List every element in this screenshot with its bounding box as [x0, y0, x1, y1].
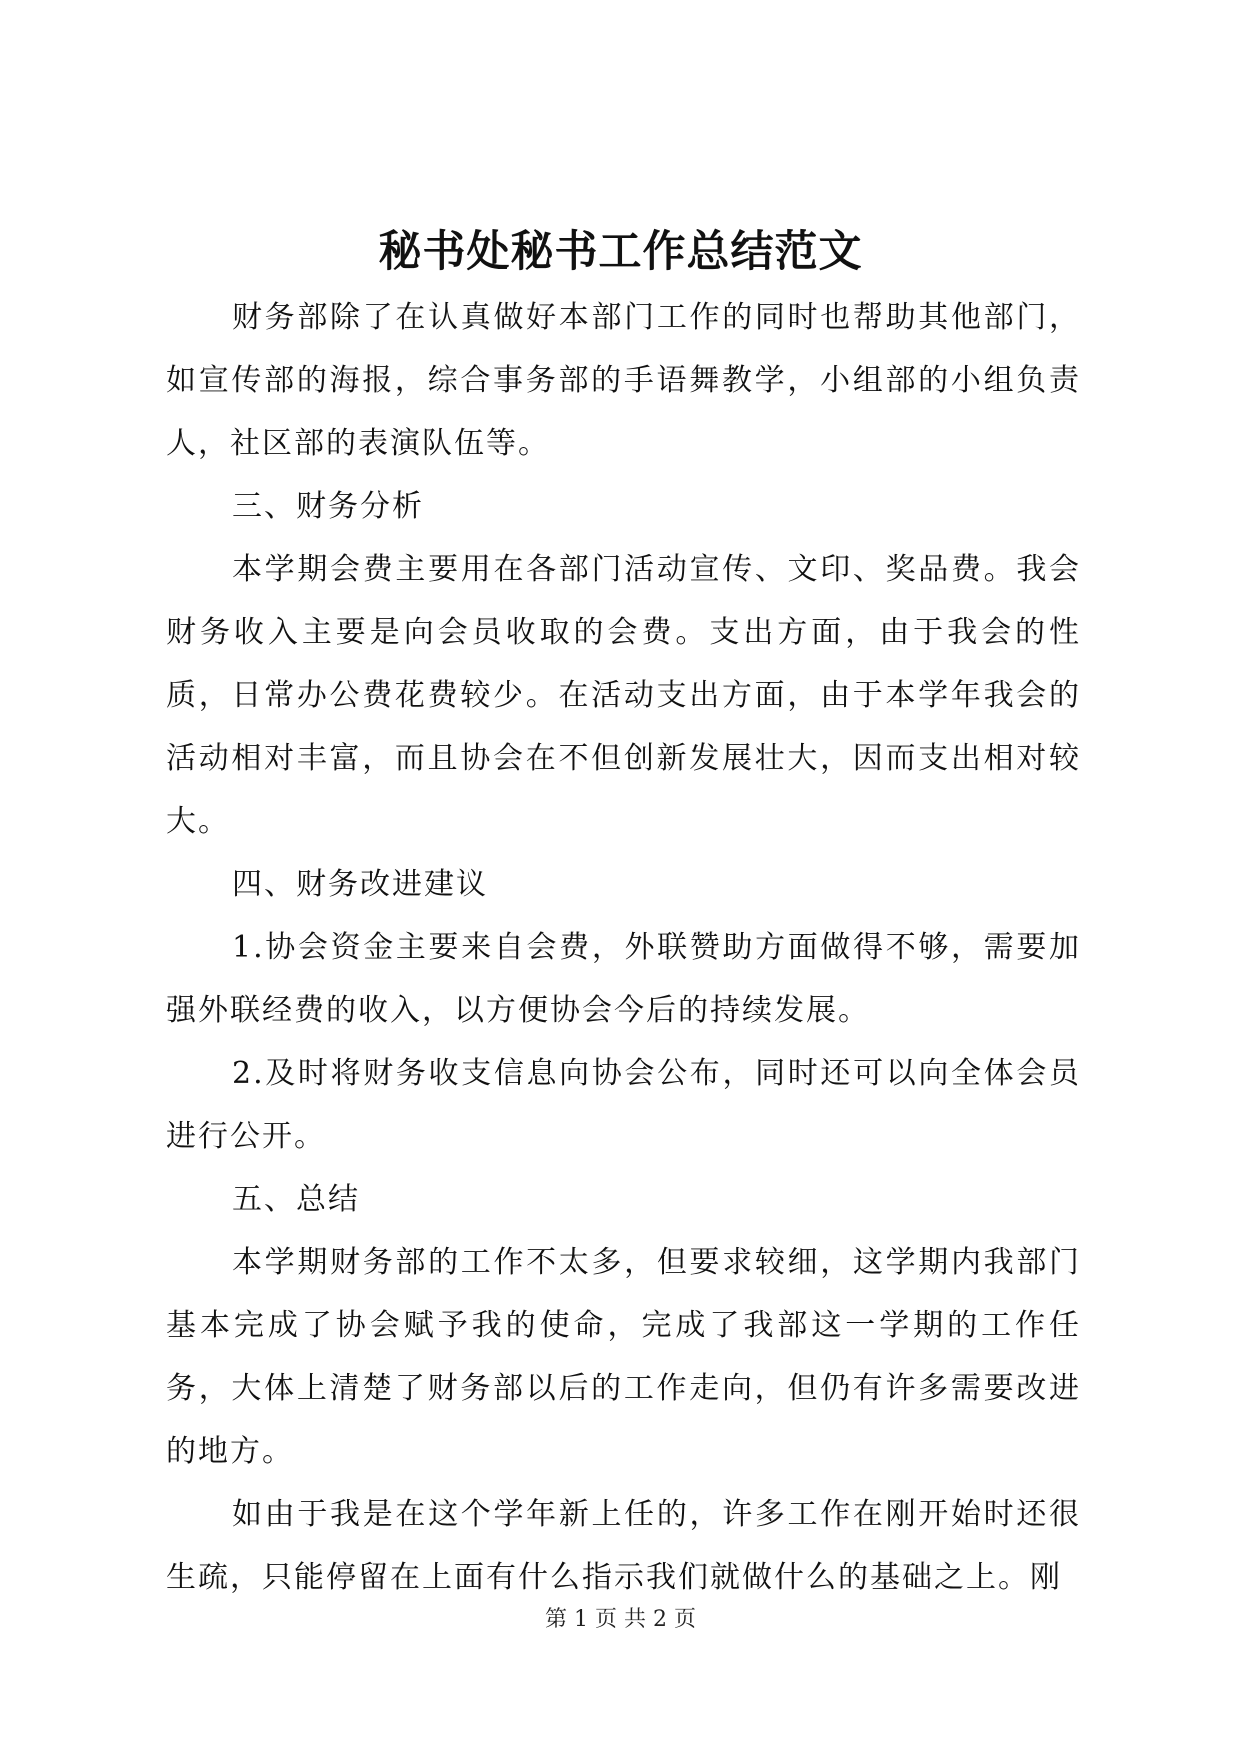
paragraph-help-other-departments: 财务部除了在认真做好本部门工作的同时也帮助其他部门，如宣传部的海报，综合事务部的手语舞教学，小组部的小组负责人，社区部的表演队伍等。 — [166, 300, 1081, 461]
paragraph-fee-usage: 本学期会费主要用在各部门活动宣传、文印、奖品费。我会财务收入主要是向会员收取的会费。支出方面，由于我会的性质，日常办公费花费较少。在活动支出方面，由于本学年我会的活动相对丰富，而且协会在不但创新发展壮大，因而支出相对较大。 — [166, 552, 1081, 839]
paragraph-suggestion-1: 1.协会资金主要来自会费，外联赞助方面做得不够，需要加强外联经费的收入，以方便协会今后的持续发展。 — [166, 930, 1081, 1028]
document-title: 秘书处秘书工作总结范文 — [378, 227, 863, 277]
paragraph-summary: 本学期财务部的工作不太多，但要求较细，这学期内我部门基本完成了协会赋予我的使命，完成了我部这一学期的工作任务，大体上清楚了财务部以后的工作走向，但仍有许多需要改进的地方。 — [166, 1245, 1081, 1469]
paragraph-suggestion-2: 2.及时将财务收支信息向协会公布，同时还可以向全体会员进行公开。 — [166, 1056, 1081, 1154]
paragraph-new-appointment: 如由于我是在这个学年新上任的，许多工作在刚开始时还很生疏，只能停留在上面有什么指示我们就做什么的基础之上。刚 — [166, 1497, 1081, 1595]
heading-summary: 五、总结 — [232, 1182, 360, 1217]
heading-financial-analysis: 三、财务分析 — [232, 489, 424, 524]
document-body — [166, 286, 1081, 1609]
heading-improvement-suggestions: 四、财务改进建议 — [232, 867, 488, 902]
page-number-footer: 第 1 页 共 2 页 — [545, 1607, 696, 1632]
